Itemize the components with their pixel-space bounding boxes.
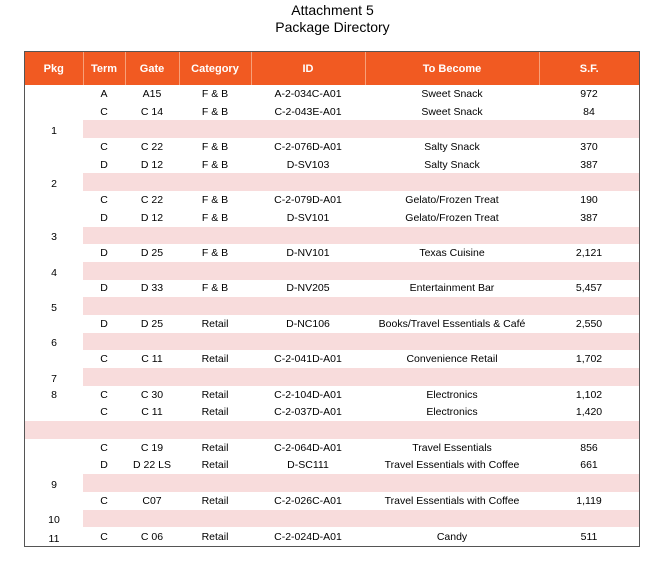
- separator-cell: [125, 510, 179, 528]
- category-cell: F & B: [201, 87, 229, 100]
- term-cell: C: [100, 388, 108, 401]
- group-separator-row: [25, 297, 639, 315]
- table-row: [25, 244, 639, 262]
- pkg-cell: 11: [48, 532, 60, 545]
- separator-cell: [83, 474, 125, 492]
- id-cell: C-2-043E-A01: [274, 105, 342, 118]
- separator-cell: [539, 120, 639, 138]
- to-become-cell: Salty Snack: [424, 158, 480, 171]
- id-cell: A-2-034C-A01: [274, 87, 342, 100]
- table-row: [25, 350, 639, 368]
- separator-cell: [365, 368, 539, 386]
- separator-cell: [365, 474, 539, 492]
- to-become-cell: Books/Travel Essentials & Café: [378, 317, 526, 330]
- separator-cell: [179, 297, 251, 315]
- category-cell: Retail: [201, 388, 229, 401]
- separator-cell: [365, 262, 539, 280]
- sf-cell: 1,420: [575, 406, 603, 419]
- term-cell: C: [100, 441, 108, 454]
- group-separator-row: [25, 173, 639, 191]
- to-become-cell: Electronics: [426, 406, 478, 419]
- separator-cell: [539, 262, 639, 280]
- gate-cell: C 22: [140, 193, 164, 206]
- sf-cell: 84: [583, 105, 595, 118]
- separator-cell: [125, 421, 179, 439]
- table-header-row: [25, 52, 639, 85]
- separator-cell: [251, 421, 365, 439]
- column-header-id: ID: [251, 52, 365, 85]
- group-separator-row: [25, 120, 639, 138]
- separator-cell: [179, 227, 251, 245]
- sf-cell: 2,550: [575, 317, 603, 330]
- column-header-gate: Gate: [125, 52, 179, 85]
- column-header-category: Category: [179, 52, 251, 85]
- table-row: [25, 315, 639, 333]
- pkg-cell: 3: [51, 231, 57, 244]
- table-row: [25, 439, 639, 457]
- gate-cell: C 11: [141, 353, 163, 366]
- term-cell: C: [100, 140, 108, 153]
- term-cell: D: [100, 247, 108, 260]
- separator-cell: [179, 120, 251, 138]
- sf-cell: 856: [580, 441, 598, 454]
- separator-cell: [539, 297, 639, 315]
- column-header-to-become: To Become: [365, 52, 539, 85]
- table-row: [25, 527, 639, 546]
- separator-cell: [83, 227, 125, 245]
- gate-cell: D 25: [140, 247, 164, 260]
- id-cell: C-2-104D-A01: [274, 388, 342, 401]
- sf-cell: 2,121: [575, 247, 603, 260]
- term-cell: D: [100, 158, 108, 171]
- separator-cell: [251, 510, 365, 528]
- pkg-cell: 6: [51, 337, 57, 350]
- separator-cell: [125, 120, 179, 138]
- separator-cell: [251, 120, 365, 138]
- group-separator-row: [25, 474, 639, 492]
- separator-cell: [251, 173, 365, 191]
- category-cell: Retail: [201, 353, 229, 366]
- group-separator-row: [25, 510, 639, 528]
- gate-cell: C07: [142, 494, 162, 507]
- separator-cell: [179, 510, 251, 528]
- separator-cell: [125, 368, 179, 386]
- gate-cell: C 30: [140, 388, 164, 401]
- separator-cell: [125, 474, 179, 492]
- separator-cell: [539, 333, 639, 351]
- term-cell: D: [100, 459, 108, 472]
- to-become-cell: Travel Essentials: [412, 441, 492, 454]
- table-row: [25, 456, 639, 474]
- separator-cell: [83, 262, 125, 280]
- separator-cell: [179, 421, 251, 439]
- category-cell: Retail: [201, 406, 229, 419]
- to-become-cell: Salty Snack: [424, 140, 480, 153]
- package-directory-table: [25, 52, 639, 546]
- pkg-cell: 10: [48, 514, 60, 527]
- term-cell: D: [100, 211, 108, 224]
- page-subtitle: Package Directory: [275, 19, 390, 35]
- sf-cell: 387: [580, 211, 598, 224]
- table-row: [25, 280, 639, 298]
- category-cell: F & B: [201, 282, 229, 295]
- separator-cell: [365, 421, 539, 439]
- separator-cell: [539, 227, 639, 245]
- table-row: [25, 492, 639, 510]
- gate-cell: D 12: [140, 158, 164, 171]
- category-cell: F & B: [201, 140, 229, 153]
- term-cell: D: [100, 282, 108, 295]
- category-cell: F & B: [201, 105, 229, 118]
- separator-cell: [365, 120, 539, 138]
- category-cell: Retail: [201, 494, 229, 507]
- table-row: [25, 85, 639, 103]
- to-become-cell: Travel Essentials with Coffee: [384, 494, 520, 507]
- sf-cell: 661: [580, 459, 598, 472]
- category-cell: Retail: [201, 459, 229, 472]
- gate-cell: C 06: [140, 530, 164, 543]
- package-directory-table-frame: [24, 51, 640, 547]
- separator-cell: [179, 368, 251, 386]
- table-row: [25, 403, 639, 421]
- pkg-cell: 4: [51, 266, 57, 279]
- id-cell: D-SV103: [286, 158, 330, 171]
- separator-cell: [179, 333, 251, 351]
- separator-cell: [251, 368, 365, 386]
- id-cell: C-2-041D-A01: [274, 353, 342, 366]
- separator-cell: [25, 421, 83, 439]
- pkg-cell: 1: [51, 125, 57, 138]
- term-cell: A: [100, 87, 108, 100]
- id-cell: D-NV101: [286, 247, 330, 260]
- sf-cell: 370: [580, 140, 598, 153]
- separator-cell: [365, 173, 539, 191]
- id-cell: D-NC106: [286, 317, 330, 330]
- category-cell: Retail: [201, 317, 229, 330]
- separator-cell: [83, 120, 125, 138]
- gate-cell: C 22: [140, 140, 164, 153]
- sf-cell: 972: [580, 87, 598, 100]
- separator-cell: [125, 173, 179, 191]
- separator-cell: [125, 333, 179, 351]
- pkg-cell: 9: [51, 478, 57, 491]
- separator-cell: [83, 368, 125, 386]
- term-cell: C: [100, 406, 108, 419]
- page-title: Attachment 5: [291, 2, 374, 18]
- separator-cell: [179, 474, 251, 492]
- category-cell: F & B: [201, 247, 229, 260]
- to-become-cell: Texas Cuisine: [419, 247, 485, 260]
- term-cell: C: [100, 353, 108, 366]
- group-separator-row: [25, 333, 639, 351]
- column-header-term: Term: [83, 52, 125, 85]
- table-body: [25, 85, 639, 546]
- id-cell: C-2-076D-A01: [274, 140, 342, 153]
- separator-cell: [125, 297, 179, 315]
- gate-cell: D 33: [140, 282, 164, 295]
- category-cell: Retail: [201, 441, 229, 454]
- to-become-cell: Entertainment Bar: [409, 282, 495, 295]
- id-cell: D-SV101: [286, 211, 330, 224]
- category-cell: F & B: [201, 158, 229, 171]
- sf-cell: 387: [580, 158, 598, 171]
- id-cell: C-2-037D-A01: [274, 406, 342, 419]
- gate-cell: C 11: [141, 406, 163, 419]
- separator-cell: [251, 333, 365, 351]
- id-cell: C-2-024D-A01: [274, 530, 342, 543]
- separator-cell: [83, 421, 125, 439]
- separator-cell: [251, 297, 365, 315]
- separator-cell: [83, 297, 125, 315]
- separator-cell: [365, 227, 539, 245]
- table-row: [25, 138, 639, 156]
- separator-cell: [365, 510, 539, 528]
- separator-cell: [179, 262, 251, 280]
- id-cell: C-2-079D-A01: [274, 193, 342, 206]
- gate-cell: C 14: [140, 105, 164, 118]
- column-header-pkg: Pkg: [25, 52, 83, 85]
- gate-cell: A15: [142, 87, 162, 100]
- separator-cell: [251, 227, 365, 245]
- pkg-cell: 8: [51, 388, 57, 401]
- table-row: [25, 191, 639, 209]
- id-cell: C-2-064D-A01: [274, 441, 342, 454]
- sf-cell: 1,702: [575, 353, 603, 366]
- group-separator-row: [25, 368, 639, 386]
- to-become-cell: Candy: [436, 530, 468, 543]
- to-become-cell: Electronics: [426, 388, 478, 401]
- table-row: [25, 156, 639, 174]
- sf-cell: 1,102: [575, 388, 603, 401]
- separator-cell: [539, 474, 639, 492]
- to-become-cell: Gelato/Frozen Treat: [405, 193, 499, 206]
- group-separator-row: [25, 262, 639, 280]
- separator-cell: [539, 421, 639, 439]
- sf-cell: 1,119: [576, 494, 602, 507]
- id-cell: C-2-026C-A01: [274, 494, 342, 507]
- term-cell: D: [100, 317, 108, 330]
- pkg-cell: 5: [51, 301, 57, 314]
- separator-cell: [83, 173, 125, 191]
- gate-cell: D 25: [140, 317, 164, 330]
- to-become-cell: Travel Essentials with Coffee: [384, 459, 520, 472]
- category-cell: F & B: [201, 193, 229, 206]
- term-cell: C: [100, 530, 108, 543]
- sf-cell: 511: [580, 530, 598, 543]
- id-cell: D-NV205: [286, 282, 330, 295]
- column-header-sf: S.F.: [539, 52, 639, 85]
- group-separator-row: [25, 227, 639, 245]
- gate-cell: D 22 LS: [133, 459, 171, 472]
- id-cell: D-SC111: [287, 459, 329, 472]
- separator-cell: [125, 227, 179, 245]
- separator-cell: [251, 262, 365, 280]
- to-become-cell: Gelato/Frozen Treat: [405, 211, 499, 224]
- separator-cell: [125, 262, 179, 280]
- separator-cell: [539, 368, 639, 386]
- pkg-cell: 2: [51, 178, 57, 191]
- term-cell: C: [100, 105, 108, 118]
- pkg-cell: 7: [51, 372, 57, 385]
- table-row: [25, 386, 639, 404]
- sf-cell: 5,457: [575, 282, 603, 295]
- term-cell: C: [100, 494, 108, 507]
- table-row: [25, 103, 639, 121]
- gate-cell: D 12: [140, 211, 164, 224]
- to-become-cell: Sweet Snack: [421, 87, 483, 100]
- group-separator-row: [25, 421, 639, 439]
- to-become-cell: Convenience Retail: [406, 353, 498, 366]
- separator-cell: [539, 510, 639, 528]
- separator-cell: [365, 297, 539, 315]
- separator-cell: [251, 474, 365, 492]
- separator-cell: [83, 333, 125, 351]
- separator-cell: [365, 333, 539, 351]
- gate-cell: C 19: [140, 441, 164, 454]
- sf-cell: 190: [580, 193, 598, 206]
- separator-cell: [539, 173, 639, 191]
- separator-cell: [179, 173, 251, 191]
- term-cell: C: [100, 193, 108, 206]
- category-cell: Retail: [201, 530, 229, 543]
- table-row: [25, 209, 639, 227]
- to-become-cell: Sweet Snack: [421, 105, 483, 118]
- category-cell: F & B: [201, 211, 229, 224]
- separator-cell: [83, 510, 125, 528]
